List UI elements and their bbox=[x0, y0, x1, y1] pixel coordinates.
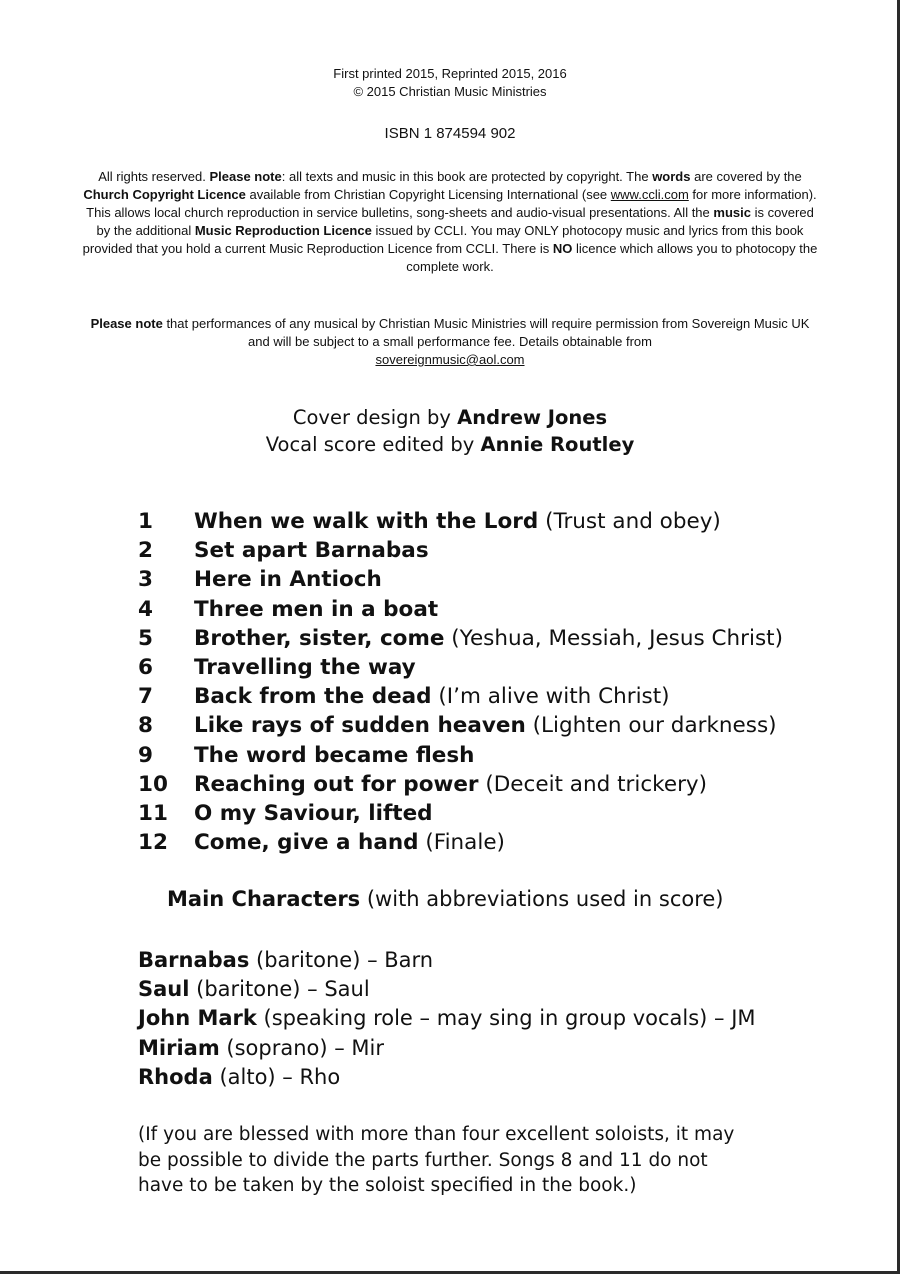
character-name: Barnabas bbox=[138, 948, 250, 972]
song-number: 11 bbox=[138, 801, 168, 827]
song-item bbox=[138, 828, 878, 857]
character-desc: (baritone) – Saul bbox=[189, 977, 370, 1002]
rights-text: available from Christian Copyright Licensing International (see bbox=[245, 187, 611, 202]
character-desc: (speaking role – may sing in group vocals) – JM bbox=[256, 1006, 756, 1031]
character-list bbox=[138, 946, 756, 1092]
song-subtitle: (Finale) bbox=[418, 830, 505, 856]
vocal-credit-label: Vocal score edited by bbox=[265, 433, 481, 456]
song-item bbox=[138, 711, 878, 740]
song-number: 9 bbox=[138, 742, 153, 768]
rights-text: for more information). This allows local church reproduction in service bulletins, song-sheets and audio-visual presentations. All the bbox=[86, 187, 817, 220]
characters-heading bbox=[167, 887, 724, 911]
rights-text: licence which allows you to photocopy the complete work. bbox=[406, 241, 818, 274]
song-subtitle: (Lighten our darkness) bbox=[525, 713, 777, 739]
character-desc: (soprano) – Mir bbox=[219, 1035, 384, 1060]
characters-heading-note: (with abbreviations used in score) bbox=[360, 887, 724, 911]
credits bbox=[150, 404, 750, 458]
vocal-credit bbox=[150, 431, 750, 458]
character-item bbox=[138, 1063, 756, 1092]
characters-heading-bold: Main Characters bbox=[167, 887, 361, 911]
copyright-line: © 2015 Christian Music Ministries bbox=[353, 84, 547, 99]
performance-bold: Please note bbox=[90, 316, 163, 331]
song-subtitle: (Deceit and trickery) bbox=[478, 771, 708, 797]
song-number: 1 bbox=[138, 509, 153, 534]
performance-text: that performances of any musical by Christian Music Ministries will require permission from Sovereign Music UK and will be subject to a small performance fee. Details obtainable from bbox=[162, 316, 810, 349]
cover-credit-name: Andrew Jones bbox=[457, 406, 608, 429]
song-number: 6 bbox=[138, 655, 153, 681]
rights-text: are covered by the bbox=[690, 169, 802, 184]
song-title: Travelling the way bbox=[194, 655, 416, 681]
rights-bold: Church Copyright Licence bbox=[83, 187, 246, 202]
rights-text: : all texts and music in this book are protected by copyright. The bbox=[281, 169, 653, 184]
song-item bbox=[138, 799, 878, 828]
ccli-link[interactable]: www.ccli.com bbox=[610, 187, 689, 202]
song-item bbox=[138, 536, 878, 565]
note-line: have to be taken by the soloist specified in the book.) bbox=[138, 1175, 637, 1196]
rights-text: All rights reserved. bbox=[98, 169, 210, 184]
song-item bbox=[138, 595, 878, 624]
song-title: Come, give a hand bbox=[194, 830, 419, 856]
song-list bbox=[138, 507, 878, 857]
song-subtitle: (Yeshua, Messiah, Jesus Christ) bbox=[444, 625, 784, 651]
performance-notice bbox=[90, 315, 810, 369]
song-number: 5 bbox=[138, 625, 153, 651]
song-title: O my Saviour, lifted bbox=[194, 801, 433, 827]
song-title: When we walk with the Lord bbox=[194, 509, 539, 534]
print-history: First printed 2015, Reprinted 2015, 2016 bbox=[333, 66, 567, 81]
song-number: 4 bbox=[138, 596, 153, 622]
song-number: 8 bbox=[138, 713, 153, 739]
song-title: Brother, sister, come bbox=[194, 625, 445, 651]
rights-bold: words bbox=[652, 169, 691, 184]
song-title: Here in Antioch bbox=[194, 567, 382, 593]
song-number: 10 bbox=[138, 771, 168, 797]
song-subtitle: (Trust and obey) bbox=[538, 509, 721, 534]
isbn: ISBN 1 874594 902 bbox=[384, 125, 516, 142]
song-item bbox=[138, 624, 878, 653]
rights-bold: music bbox=[713, 205, 751, 220]
song-title: Like rays of sudden heaven bbox=[194, 713, 526, 739]
song-item bbox=[138, 770, 878, 799]
soloist-note bbox=[138, 1122, 818, 1199]
character-name: Rhoda bbox=[138, 1064, 213, 1089]
cover-credit-label: Cover design by bbox=[292, 406, 458, 429]
print-info bbox=[200, 65, 700, 101]
song-title: Reaching out for power bbox=[194, 771, 479, 797]
song-title: Back from the dead bbox=[194, 684, 432, 710]
rights-text: issued by CCLI. You may ONLY photocopy music and lyrics from this book provided that you hold a current Music Reproduction Licence from CCLI. There is bbox=[82, 223, 804, 256]
song-item bbox=[138, 741, 878, 770]
character-name: John Mark bbox=[138, 1006, 257, 1031]
email-link[interactable]: sovereignmusic@aol.com bbox=[375, 352, 525, 367]
note-line: (If you are blessed with more than four excellent soloists, it may bbox=[138, 1124, 735, 1145]
rights-bold: Music Reproduction Licence bbox=[194, 223, 372, 238]
song-number: 2 bbox=[138, 538, 153, 564]
character-item bbox=[138, 946, 756, 975]
character-name: Saul bbox=[138, 977, 190, 1002]
song-item bbox=[138, 653, 878, 682]
rights-bold: Please note bbox=[209, 169, 282, 184]
rights-bold: NO bbox=[552, 241, 573, 256]
song-title: Set apart Barnabas bbox=[194, 538, 429, 564]
vocal-credit-name: Annie Routley bbox=[480, 433, 635, 456]
character-item bbox=[138, 1034, 756, 1063]
character-desc: (alto) – Rho bbox=[212, 1064, 341, 1089]
song-number: 7 bbox=[138, 684, 153, 710]
song-title: Three men in a boat bbox=[194, 596, 439, 622]
song-item bbox=[138, 565, 878, 594]
song-number: 12 bbox=[138, 830, 168, 856]
rights-text: is covered by the additional bbox=[96, 205, 814, 238]
character-item bbox=[138, 1004, 756, 1033]
song-title: The word became flesh bbox=[194, 742, 475, 768]
note-line: be possible to divide the parts further. Songs 8 and 11 do not bbox=[138, 1149, 708, 1171]
song-item bbox=[138, 682, 878, 711]
song-number: 3 bbox=[138, 567, 153, 593]
cover-credit bbox=[150, 404, 750, 431]
character-name: Miriam bbox=[138, 1035, 220, 1060]
character-item bbox=[138, 975, 756, 1004]
rights-notice bbox=[80, 168, 820, 276]
character-desc: (baritone) – Barn bbox=[249, 948, 434, 972]
song-subtitle: (I’m alive with Christ) bbox=[431, 684, 670, 710]
song-item bbox=[138, 507, 878, 536]
